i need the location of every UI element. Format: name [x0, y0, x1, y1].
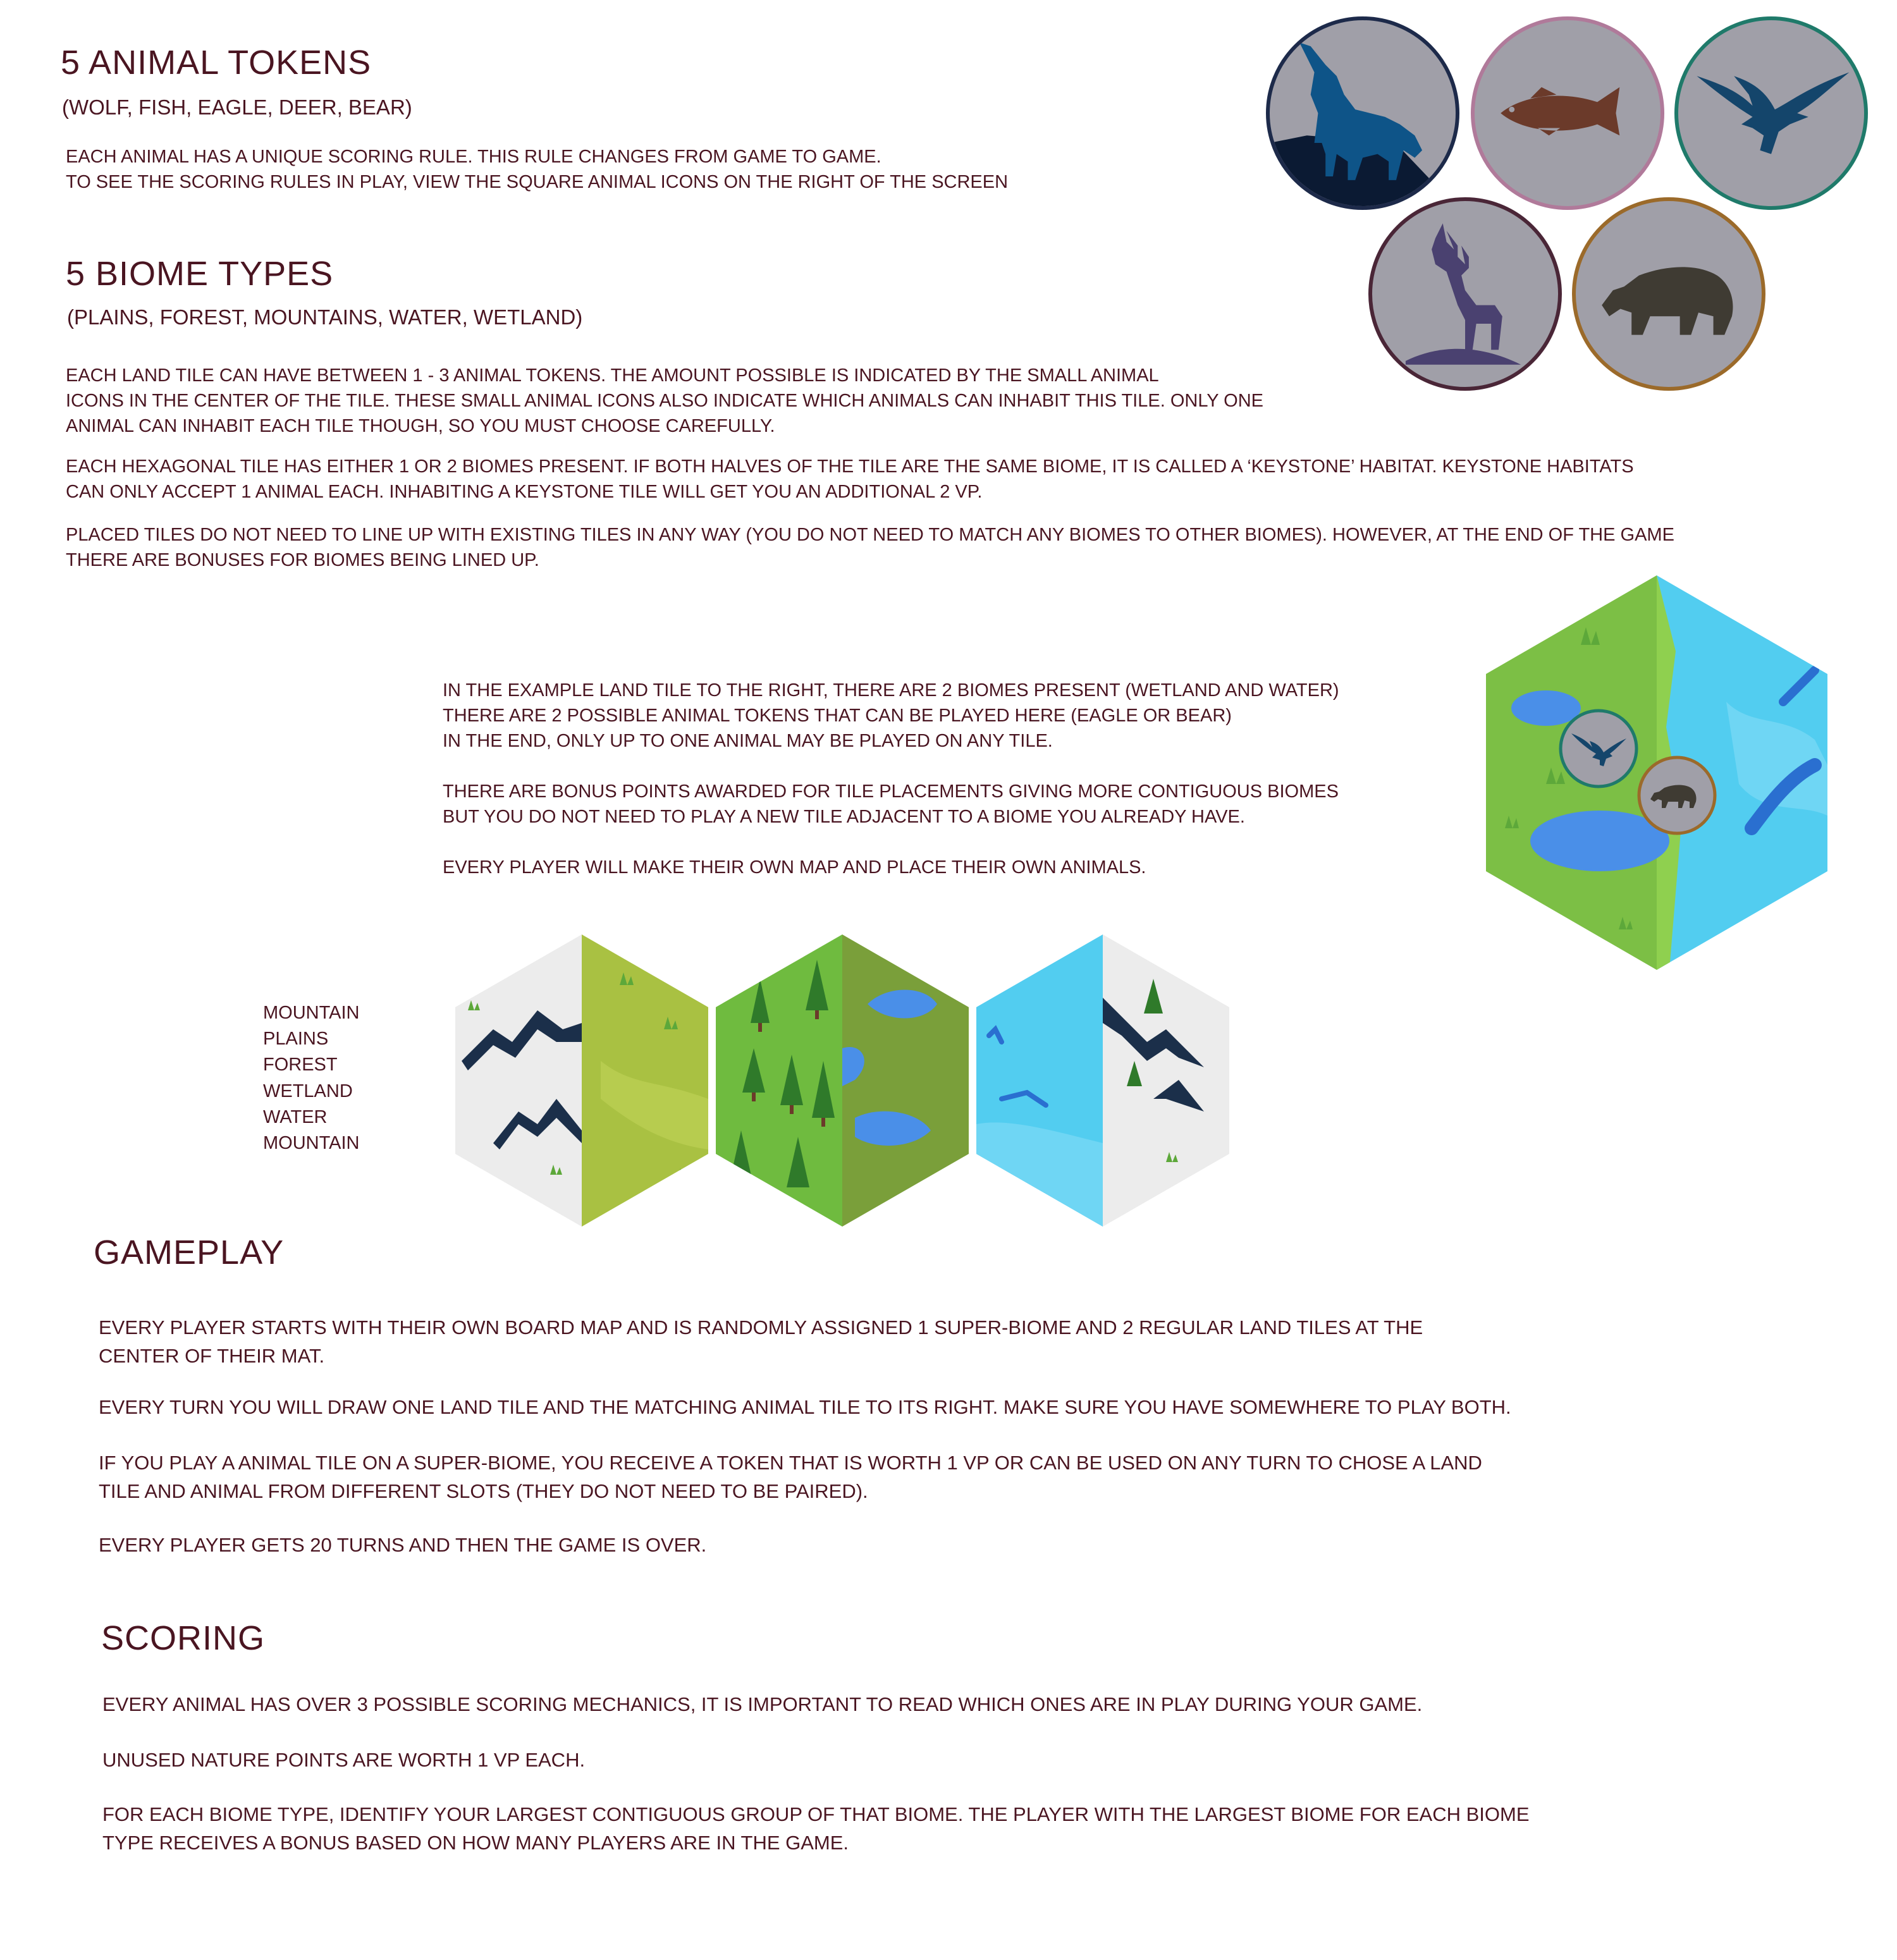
text-line: TO SEE THE SCORING RULES IN PLAY, VIEW THE SQUARE ANIMAL ICONS ON THE RIGHT OF THE SCREEN [66, 172, 1009, 193]
bear-token [1572, 197, 1765, 391]
deer-token [1368, 197, 1562, 391]
text-line: EACH ANIMAL HAS A UNIQUE SCORING RULE. THIS RULE CHANGES FROM GAME TO GAME. [66, 147, 881, 167]
fish-token [1471, 16, 1664, 210]
biome-legend [263, 1000, 360, 1156]
text-line: CAN ONLY ACCEPT 1 ANIMAL EACH. INHABITING A KEYSTONE TILE WILL GET YOU AN ADDITIONAL 2 VP. [66, 482, 983, 503]
example-para-1 [443, 678, 1339, 754]
animal-tokens-subtitle: (WOLF, FISH, EAGLE, DEER, BEAR) [62, 95, 412, 119]
legend-item: MOUNTAIN [263, 1003, 360, 1023]
text-line: EACH LAND TILE CAN HAVE BETWEEN 1 - 3 ANIMAL TOKENS. THE AMOUNT POSSIBLE IS INDICATED BY THE SMALL ANIMAL [66, 365, 1159, 386]
animal-tokens-title: 5 ANIMAL TOKENS [61, 44, 372, 82]
text-line: THERE ARE BONUS POINTS AWARDED FOR TILE PLACEMENTS GIVING MORE CONTIGUOUS BIOMES [443, 781, 1339, 802]
legend-item: MOUNTAIN [263, 1132, 360, 1153]
tile-forest-wetland [716, 934, 969, 1227]
gameplay-para-1 [99, 1314, 1423, 1371]
eagle-icon [1678, 20, 1864, 206]
scoring-para-2: UNUSED NATURE POINTS ARE WORTH 1 VP EACH. [102, 1749, 586, 1771]
gameplay-para-2: EVERY TURN YOU WILL DRAW ONE LAND TILE AND THE MATCHING ANIMAL TILE TO ITS RIGHT. MAKE SURE YOU HAVE SOMEWHERE TO PLAY BOTH. [99, 1396, 1511, 1418]
animal-tokens-body [66, 144, 1008, 195]
deer-icon [1372, 201, 1558, 387]
text-line: TILE AND ANIMAL FROM DIFFERENT SLOTS (THEY DO NOT NEED TO BE PAIRED). [99, 1479, 868, 1502]
text-line: EVERY PLAYER STARTS WITH THEIR OWN BOARD MAP AND IS RANDOMLY ASSIGNED 1 SUPER-BIOME AND 2 REGULAR LAND TILES AT THE [99, 1316, 1423, 1338]
text-line: THERE ARE 2 POSSIBLE ANIMAL TOKENS THAT CAN BE PLAYED HERE (EAGLE OR BEAR) [443, 706, 1232, 726]
text-line: THERE ARE BONUSES FOR BIOMES BEING LINED UP. [66, 550, 539, 571]
biome-para-3 [66, 522, 1674, 573]
text-line: EACH HEXAGONAL TILE HAS EITHER 1 OR 2 BIOMES PRESENT. IF BOTH HALVES OF THE TILE ARE THE SAME BIOME, IT IS CALLED A ‘KEYSTONE’ HABITAT. KEYSTONE HABITATS [66, 456, 1634, 477]
gameplay-para-3 [99, 1449, 1482, 1506]
bear-icon [1639, 757, 1715, 833]
text-line: BUT YOU DO NOT NEED TO PLAY A NEW TILE ADJACENT TO A BIOME YOU ALREADY HAVE. [443, 807, 1245, 828]
scoring-title: SCORING [101, 1619, 266, 1657]
example-para-2 [443, 779, 1339, 830]
biome-para-1 [66, 363, 1263, 439]
scoring-para-1: EVERY ANIMAL HAS OVER 3 POSSIBLE SCORING MECHANICS, IT IS IMPORTANT TO READ WHICH ONES ARE IN PLAY DURING YOUR GAME. [102, 1693, 1423, 1715]
text-line: ICONS IN THE CENTER OF THE TILE. THESE SMALL ANIMAL ICONS ALSO INDICATE WHICH ANIMALS CAN INHABIT THIS TILE. ONLY ONE [66, 391, 1264, 412]
text-line: CENTER OF THEIR MAT. [99, 1344, 325, 1367]
legend-item: WATER [263, 1106, 328, 1127]
text-line: IF YOU PLAY A ANIMAL TILE ON A SUPER-BIOME, YOU RECEIVE A TOKEN THAT IS WORTH 1 VP OR CAN BE USED ON ANY TURN TO CHOSE A LAND [99, 1452, 1482, 1474]
gameplay-title: GAMEPLAY [94, 1234, 285, 1271]
eagle-token [1674, 16, 1868, 210]
biome-types-title: 5 BIOME TYPES [66, 255, 334, 293]
tile-water-mountain [976, 934, 1229, 1227]
gameplay-para-4: EVERY PLAYER GETS 20 TURNS AND THEN THE GAME IS OVER. [99, 1534, 707, 1556]
eagle-icon [1561, 711, 1636, 787]
biome-para-2 [66, 454, 1634, 505]
wolf-token [1266, 16, 1459, 210]
text-line: TYPE RECEIVES A BONUS BASED ON HOW MANY PLAYERS ARE IN THE GAME. [102, 1831, 849, 1854]
scoring-para-3 [102, 1801, 1530, 1858]
text-line: PLACED TILES DO NOT NEED TO LINE UP WITH EXISTING TILES IN ANY WAY (YOU DO NOT NEED TO MATCH ANY BIOMES TO OTHER BIOMES). HOWEVER, AT THE END OF THE GAME [66, 525, 1674, 545]
legend-item: PLAINS [263, 1029, 329, 1050]
legend-item: WETLAND [263, 1081, 353, 1101]
fish-icon [1475, 20, 1661, 206]
legend-item: FOREST [263, 1055, 338, 1075]
tile-mountain-plains [455, 934, 708, 1227]
example-land-tile [1486, 575, 1827, 970]
text-line: FOR EACH BIOME TYPE, IDENTIFY YOUR LARGEST CONTIGUOUS GROUP OF THAT BIOME. THE PLAYER WITH THE LARGEST BIOME FOR EACH BIOME [102, 1803, 1530, 1825]
wolf-icon [1270, 20, 1456, 206]
bear-icon [1576, 201, 1762, 387]
example-para-3: EVERY PLAYER WILL MAKE THEIR OWN MAP AND PLACE THEIR OWN ANIMALS. [443, 857, 1146, 878]
text-line: ANIMAL CAN INHABIT EACH TILE THOUGH, SO YOU MUST CHOOSE CAREFULLY. [66, 416, 775, 437]
text-line: IN THE EXAMPLE LAND TILE TO THE RIGHT, THERE ARE 2 BIOMES PRESENT (WETLAND AND WATER) [443, 680, 1339, 701]
text-line: IN THE END, ONLY UP TO ONE ANIMAL MAY BE PLAYED ON ANY TILE. [443, 731, 1053, 752]
biome-types-subtitle: (PLAINS, FOREST, MOUNTAINS, WATER, WETLAND) [67, 305, 583, 329]
